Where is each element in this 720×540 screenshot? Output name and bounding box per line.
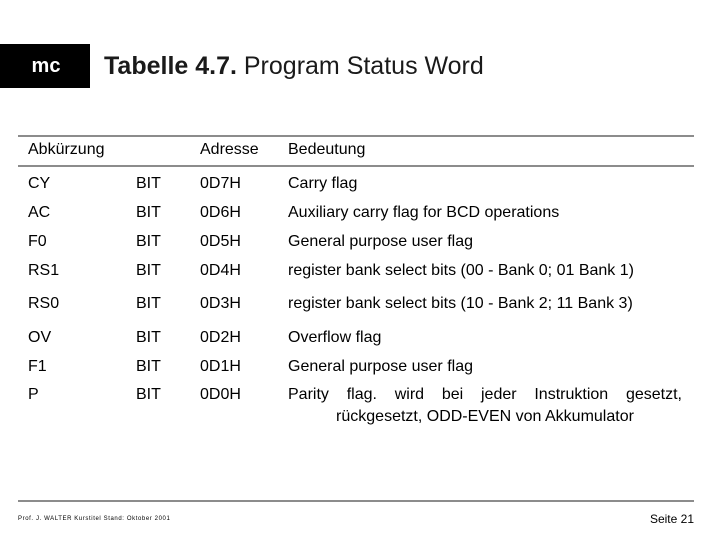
table-header-rule [18, 165, 694, 167]
row-rs0-meaning: register bank select bits (10 - Bank 2; 11 Bank 3) [288, 295, 633, 312]
footer-author: Prof. J. WALTER Kurstitel Stand: Oktober 2001 [18, 516, 171, 522]
row-rs0-abbr: RS0 [28, 295, 60, 312]
row-f0-meaning: General purpose user flag [288, 233, 473, 250]
row-p-address: 0D0H [200, 386, 241, 403]
slide-title [104, 52, 484, 81]
row-ac-meaning: Auxiliary carry flag for BCD operations [288, 204, 560, 221]
row-cy-abbr: CY [28, 175, 51, 192]
row-p-abbr: P [28, 386, 39, 403]
row-rs0-type: BIT [136, 295, 161, 312]
row-f0-type: BIT [136, 233, 161, 250]
title-number: Tabelle 4.7. [104, 52, 237, 80]
logo-text: mc [31, 54, 61, 77]
row-ac-address: 0D6H [200, 204, 241, 221]
header-abbr: Abkürzung [28, 141, 105, 158]
header-meaning: Bedeutung [288, 141, 366, 158]
row-p-meaning-line2: rückgesetzt, ODD-EVEN von Akkumulator [336, 408, 634, 425]
row-f1-abbr: F1 [28, 358, 47, 375]
row-p-meaning [288, 384, 682, 428]
row-cy-address: 0D7H [200, 175, 241, 192]
logo [0, 44, 90, 88]
row-f1-meaning: General purpose user flag [288, 358, 473, 375]
title-text: Program Status Word [236, 52, 484, 80]
row-p-meaning-line1: Parity flag. wird bei jeder Instruktion gesetzt, [288, 386, 682, 403]
row-ov-type: BIT [136, 329, 161, 346]
row-ov-abbr: OV [28, 329, 52, 346]
row-cy-meaning: Carry flag [288, 175, 358, 192]
row-rs0-address: 0D3H [200, 295, 241, 312]
row-cy-type: BIT [136, 175, 161, 192]
row-rs1-abbr: RS1 [28, 262, 60, 279]
row-ov-address: 0D2H [200, 329, 241, 346]
row-f1-type: BIT [136, 358, 161, 375]
row-rs1-type: BIT [136, 262, 161, 279]
row-ac-abbr: AC [28, 204, 51, 221]
row-rs1-meaning: register bank select bits (00 - Bank 0; 01 Bank 1) [288, 262, 634, 279]
row-p-type: BIT [136, 386, 161, 403]
row-ac-type: BIT [136, 204, 161, 221]
page-number: Seite 21 [649, 512, 694, 526]
footer-rule [18, 500, 694, 502]
row-rs1-address: 0D4H [200, 262, 241, 279]
table-top-rule [18, 135, 694, 137]
row-f0-abbr: F0 [28, 233, 47, 250]
row-f0-address: 0D5H [200, 233, 241, 250]
row-ov-meaning: Overflow flag [288, 329, 382, 346]
header-address: Adresse [200, 141, 259, 158]
row-f1-address: 0D1H [200, 358, 241, 375]
